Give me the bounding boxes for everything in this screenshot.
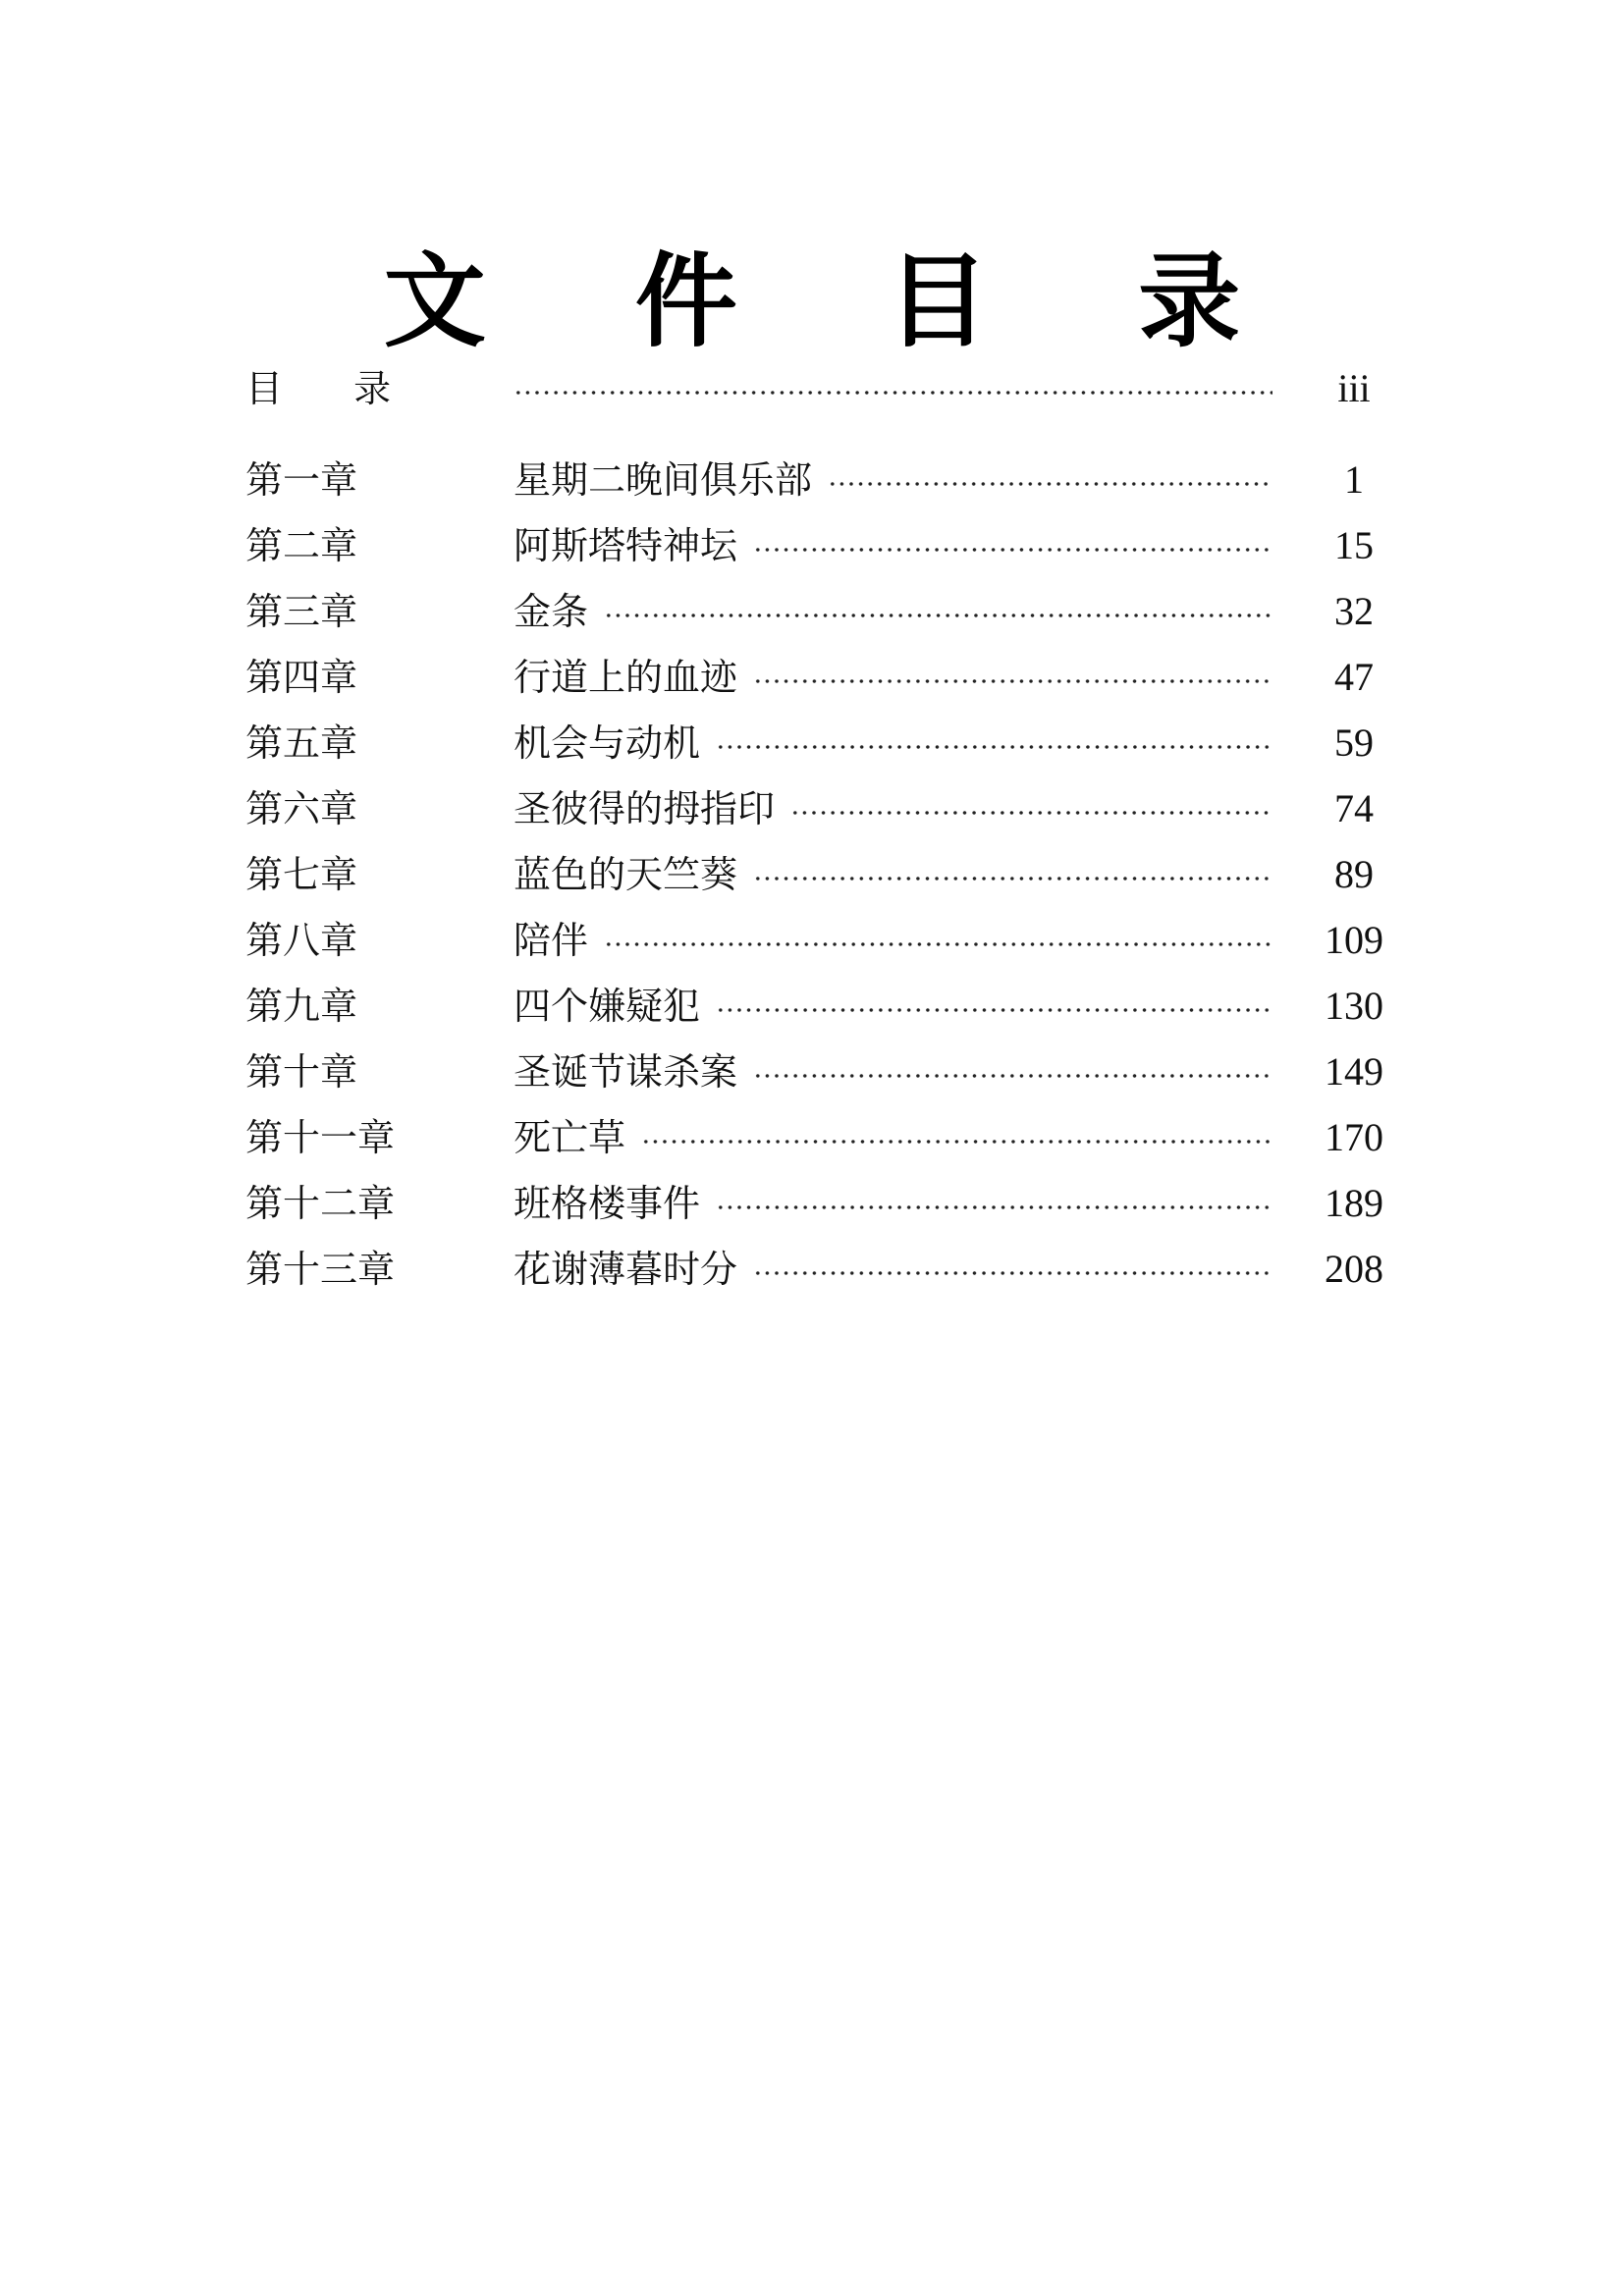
chapter-number: 第四章 (245, 655, 358, 699)
dot-leader (790, 811, 1272, 815)
toc-entry-chapter-6[interactable] (245, 775, 1394, 841)
chapter-number: 第十二章 (245, 1181, 396, 1225)
chapter-title: 星期二晚间俱乐部 (514, 457, 813, 502)
chapter-number: 第三章 (245, 589, 358, 633)
dot-leader (604, 942, 1272, 946)
toc-entry-chapter-8[interactable] (245, 907, 1394, 973)
dot-leader (753, 1074, 1272, 1078)
toc-entry-chapter-5[interactable] (245, 710, 1394, 775)
toc-entry-page: iii (1337, 365, 1371, 410)
chapter-page: 89 (1334, 851, 1374, 896)
chapter-title: 行道上的血迹 (514, 655, 738, 699)
chapter-number: 第十三章 (245, 1247, 396, 1291)
chapter-page: 59 (1334, 720, 1374, 765)
dot-leader (753, 877, 1272, 881)
chapter-title: 金条 (514, 589, 589, 633)
dot-leader (716, 1008, 1272, 1012)
toc-entry-chapter-10[interactable] (245, 1039, 1394, 1104)
chapter-page: 130 (1325, 983, 1383, 1028)
chapter-page: 170 (1325, 1114, 1383, 1159)
dot-leader (716, 745, 1272, 749)
page-title: 文 件 目 录 (383, 240, 1298, 361)
chapter-number: 第一章 (245, 457, 358, 502)
chapter-title: 机会与动机 (514, 721, 701, 765)
chapter-number: 第五章 (245, 721, 358, 765)
chapter-page: 47 (1334, 654, 1374, 699)
dot-leader (604, 614, 1272, 617)
chapter-page: 1 (1344, 456, 1364, 502)
chapter-title: 圣彼得的拇指印 (514, 786, 776, 830)
chapter-page: 189 (1325, 1180, 1383, 1225)
toc-entry-chapter-9[interactable] (245, 973, 1394, 1039)
chapter-number: 第九章 (245, 984, 358, 1028)
chapter-page: 109 (1325, 917, 1383, 962)
chapter-title: 死亡草 (514, 1115, 626, 1159)
chapter-title: 圣诞节谋杀案 (514, 1049, 738, 1094)
dot-leader (716, 1205, 1272, 1209)
chapter-page: 208 (1325, 1246, 1383, 1291)
chapter-number: 第十一章 (245, 1115, 396, 1159)
chapter-title: 阿斯塔特神坛 (514, 523, 738, 567)
table-of-contents (245, 355, 1394, 1302)
chapter-page: 74 (1334, 785, 1374, 830)
dot-leader (641, 1140, 1272, 1144)
toc-entry-chapter-7[interactable] (245, 841, 1394, 907)
chapter-number: 第八章 (245, 918, 358, 962)
toc-entry-chapter-12[interactable] (245, 1170, 1394, 1236)
toc-entry-chapter-1[interactable] (245, 447, 1394, 512)
dot-leader (753, 548, 1272, 552)
chapter-page: 32 (1334, 588, 1374, 633)
chapter-number: 第六章 (245, 786, 358, 830)
dot-leader (753, 679, 1272, 683)
chapter-title: 蓝色的天竺葵 (514, 852, 738, 896)
toc-entry-chapter-2[interactable] (245, 512, 1394, 578)
dot-leader (753, 1271, 1272, 1275)
toc-entry-front-matter[interactable] (245, 355, 1394, 421)
chapter-title: 四个嫌疑犯 (514, 984, 701, 1028)
chapter-page: 149 (1325, 1048, 1383, 1094)
chapter-number: 第十章 (245, 1049, 358, 1094)
chapter-page: 15 (1334, 522, 1374, 567)
toc-entry-chapter-3[interactable] (245, 578, 1394, 644)
chapter-title: 陪伴 (514, 918, 589, 962)
toc-entry-label: 目 录 (245, 366, 421, 410)
chapter-title: 花谢薄暮时分 (514, 1247, 738, 1291)
chapter-number: 第二章 (245, 523, 358, 567)
chapter-number: 第七章 (245, 852, 358, 896)
chapter-title: 班格楼事件 (514, 1181, 701, 1225)
toc-entry-chapter-11[interactable] (245, 1104, 1394, 1170)
dot-leader (514, 391, 1272, 395)
toc-entry-chapter-4[interactable] (245, 644, 1394, 710)
toc-entry-chapter-13[interactable] (245, 1236, 1394, 1302)
dot-leader (828, 482, 1272, 486)
